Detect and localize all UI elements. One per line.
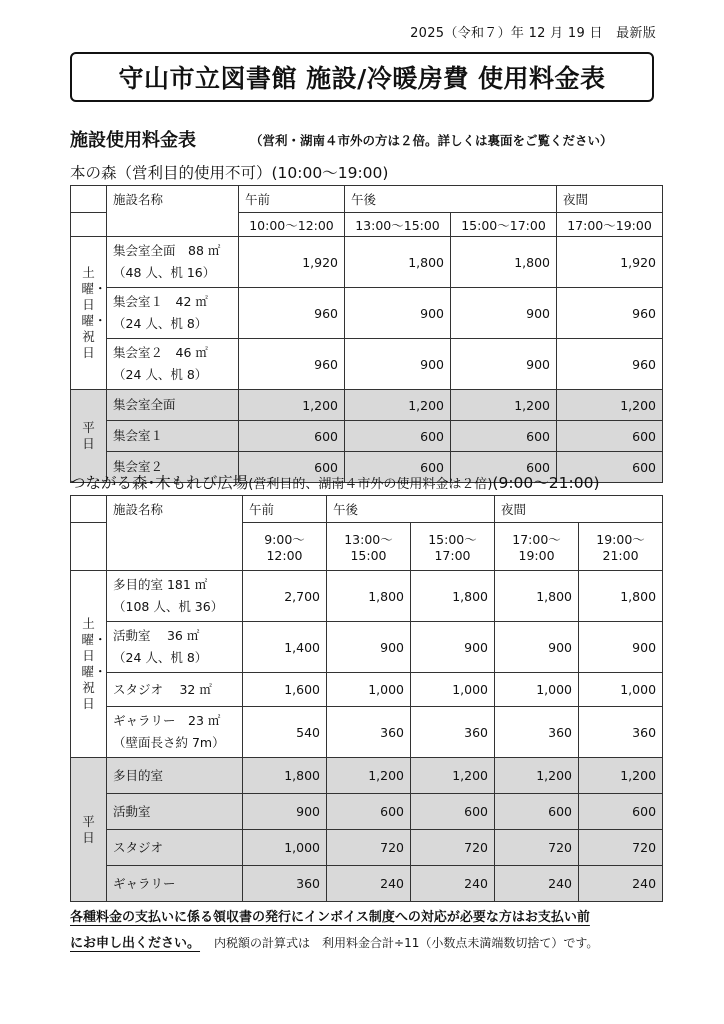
fee-cell: 1,200 (411, 758, 495, 794)
fee-cell: 1,200 (495, 758, 579, 794)
fee-cell: 1,800 (327, 571, 411, 622)
facility-name: ギャラリー (107, 866, 243, 902)
time-slot: 17:00～19:00 (557, 213, 663, 237)
page-title: 守山市立図書館 施設/冷暖房費 使用料金表 (70, 52, 654, 102)
fee-cell: 1,920 (239, 237, 345, 288)
fee-cell: 900 (579, 622, 663, 673)
fee-cell: 600 (557, 452, 663, 483)
fee-cell: 360 (495, 707, 579, 758)
fee-cell: 960 (557, 339, 663, 390)
table-row (71, 622, 663, 673)
fee-cell: 1,000 (327, 673, 411, 707)
fee-cell: 1,000 (495, 673, 579, 707)
fee-cell: 1,600 (243, 673, 327, 707)
weekday-label: 平日 (71, 390, 107, 483)
fee-cell: 1,800 (411, 571, 495, 622)
header-morning: 午前 (243, 496, 327, 523)
table-header-row (71, 186, 663, 213)
table-row (71, 794, 663, 830)
fee-cell: 1,400 (243, 622, 327, 673)
weekday-label: 平日 (71, 758, 107, 902)
table-row (71, 421, 663, 452)
table2-subtitle-note: (営利目的、湖南４市外の使用料金は２倍) (248, 477, 493, 492)
table-row (71, 673, 663, 707)
fee-cell: 1,800 (451, 237, 557, 288)
fee-cell: 360 (579, 707, 663, 758)
fee-cell: 720 (495, 830, 579, 866)
revision-date: 2025（令和７）年 12 月 19 日 最新版 (410, 26, 656, 41)
header-afternoon: 午後 (327, 496, 495, 523)
fee-cell: 240 (411, 866, 495, 902)
fee-cell: 600 (239, 452, 345, 483)
fee-cell: 600 (557, 421, 663, 452)
table-row (71, 288, 663, 339)
time-slot: 17:00～ 19:00 (495, 523, 579, 571)
fee-cell: 1,000 (411, 673, 495, 707)
facility-name: 集会室２ 46 ㎡ （24 人、机 8） (107, 339, 239, 390)
facility-name: スタジオ (107, 830, 243, 866)
fee-cell: 900 (411, 622, 495, 673)
fee-table-tsunagarumori (70, 495, 663, 902)
fee-cell: 2,700 (243, 571, 327, 622)
table2-subtitle (70, 471, 600, 493)
fee-cell: 600 (345, 452, 451, 483)
facility-name: ギャラリー 23 ㎡ （壁面長さ約 7m） (107, 707, 243, 758)
fee-cell: 1,200 (579, 758, 663, 794)
fee-cell: 960 (239, 339, 345, 390)
table-row (71, 237, 663, 288)
fee-cell: 600 (239, 421, 345, 452)
facility-name: 集会室全面 (107, 390, 239, 421)
fee-cell: 1,800 (495, 571, 579, 622)
table-row (71, 830, 663, 866)
fee-cell: 540 (243, 707, 327, 758)
tax-formula: 内税額の計算式は 利用料金合計÷11（小数点未満端数切捨て）です。 (214, 936, 599, 950)
facility-name: 集会室１ 42 ㎡ （24 人、机 8） (107, 288, 239, 339)
fee-cell: 900 (243, 794, 327, 830)
fee-cell: 1,000 (243, 830, 327, 866)
fee-cell: 960 (557, 288, 663, 339)
fee-cell: 720 (327, 830, 411, 866)
table-row (71, 758, 663, 794)
header-night: 夜間 (495, 496, 663, 523)
header-night: 夜間 (557, 186, 663, 213)
table-row (71, 707, 663, 758)
fee-cell: 360 (243, 866, 327, 902)
fee-cell: 1,000 (579, 673, 663, 707)
fee-cell: 1,200 (239, 390, 345, 421)
facility-name: 集会室全面 88 ㎡ （48 人、机 16） (107, 237, 239, 288)
fee-table-honnomori (70, 185, 663, 483)
fee-cell: 900 (345, 288, 451, 339)
fee-cell: 600 (327, 794, 411, 830)
facility-name: 集会室１ (107, 421, 239, 452)
table-row (71, 571, 663, 622)
time-slot: 10:00～12:00 (239, 213, 345, 237)
table2-subtitle-time: (9:00～21:00) (492, 474, 600, 492)
header-morning: 午前 (239, 186, 345, 213)
fee-cell: 900 (495, 622, 579, 673)
facility-name: 集会室２ (107, 452, 239, 483)
header-facility-name: 施設名称 (107, 186, 239, 237)
fee-cell: 900 (327, 622, 411, 673)
weekend-label: 土曜・日曜・祝日 (71, 237, 107, 390)
fee-cell: 1,200 (451, 390, 557, 421)
time-slot: 9:00～ 12:00 (243, 523, 327, 571)
table-row (71, 390, 663, 421)
fee-cell: 600 (451, 452, 557, 483)
fee-cell: 1,800 (579, 571, 663, 622)
fee-cell: 900 (345, 339, 451, 390)
fee-cell: 1,200 (557, 390, 663, 421)
fee-cell: 360 (327, 707, 411, 758)
facility-name: 活動室 (107, 794, 243, 830)
facility-name: 多目的室 181 ㎡ （108 人、机 36） (107, 571, 243, 622)
fee-cell: 240 (579, 866, 663, 902)
fee-cell: 240 (495, 866, 579, 902)
invoice-notice-continued (70, 932, 598, 951)
table1-subtitle: 本の森（営利目的使用不可）(10:00～19:00) (70, 164, 389, 182)
time-slot: 19:00～ 21:00 (579, 523, 663, 571)
fee-cell: 600 (495, 794, 579, 830)
header-facility-name: 施設名称 (107, 496, 243, 571)
time-slot: 15:00～17:00 (451, 213, 557, 237)
section-note: （営利・湖南４市外の方は２倍。詳しくは裏面をご覧ください） (250, 133, 613, 148)
fee-cell: 600 (451, 421, 557, 452)
fee-cell: 600 (411, 794, 495, 830)
facility-name: スタジオ 32 ㎡ (107, 673, 243, 707)
time-slot: 13:00～15:00 (345, 213, 451, 237)
facility-name: 多目的室 (107, 758, 243, 794)
weekend-label: 土曜・日曜・祝日 (71, 571, 107, 758)
fee-cell: 1,920 (557, 237, 663, 288)
fee-cell: 600 (579, 794, 663, 830)
fee-cell: 360 (411, 707, 495, 758)
fee-cell: 900 (451, 339, 557, 390)
time-slot: 15:00～ 17:00 (411, 523, 495, 571)
fee-cell: 600 (345, 421, 451, 452)
facility-name: 活動室 36 ㎡ （24 人、机 8） (107, 622, 243, 673)
fee-cell: 240 (327, 866, 411, 902)
time-slot: 13:00～ 15:00 (327, 523, 411, 571)
fee-cell: 960 (239, 288, 345, 339)
table2-subtitle-main: つながる森･木もれび広場 (70, 474, 249, 492)
invoice-notice: 各種料金の支払いに係る領収書の発行にインボイス制度への対応が必要な方はお支払い前 (70, 910, 590, 925)
fee-cell: 900 (451, 288, 557, 339)
invoice-notice-end: にお申し出ください。 (70, 936, 201, 951)
table-row (71, 866, 663, 902)
header-afternoon: 午後 (345, 186, 557, 213)
fee-cell: 720 (579, 830, 663, 866)
fee-cell: 1,200 (345, 390, 451, 421)
table-row (71, 339, 663, 390)
fee-cell: 720 (411, 830, 495, 866)
fee-cell: 1,800 (243, 758, 327, 794)
section-title: 施設使用料金表 (70, 130, 196, 151)
fee-cell: 1,200 (327, 758, 411, 794)
table-header-row (71, 496, 663, 523)
fee-cell: 1,800 (345, 237, 451, 288)
